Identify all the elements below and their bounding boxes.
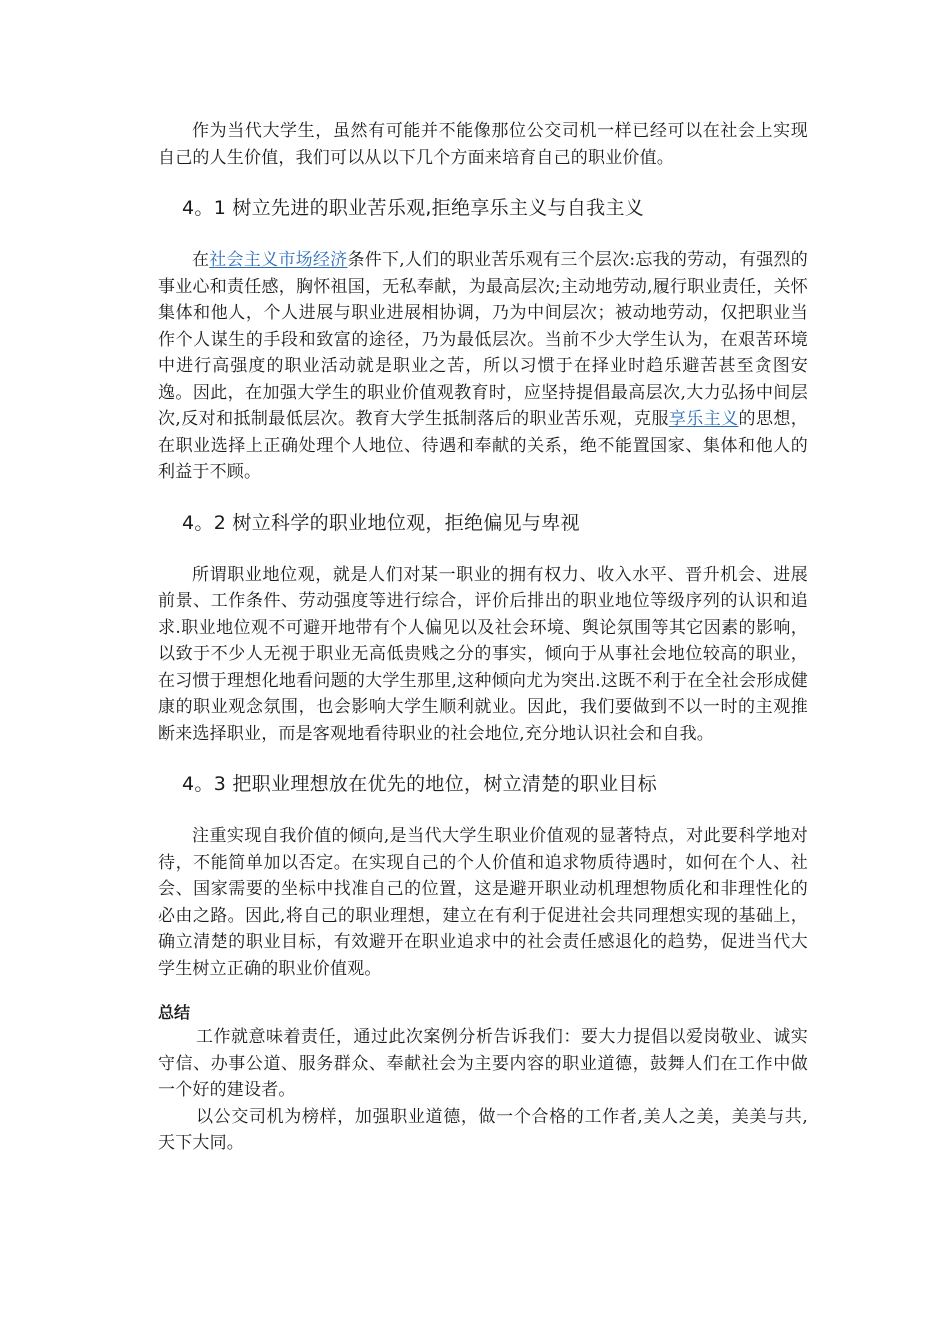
text-segment: 的思想，在职业选择上正确处理个人地位、待遇和奉献的关系，绝不能置国家、集体和他人的利益于不顾。 (158, 409, 808, 482)
text-segment: 条件下,人们的职业苦乐观有三个层次:忘我的劳动，有强烈的事业心和责任感，胸怀祖国，无私奉献，为最高层次;主动地劳动,履行职业责任，关怀集体和他人，个人进展与职业进展相协调，乃为中间层次；被动地劳动，仅把职业当作个人谋生的手段和致富的途径，乃为最低层次。当前不少大学生认为，在艰苦环境中进行高强度的职业活动就是职业之苦，所以习惯于在择业时趋乐避苦甚至贪图安逸。因此，在加强大学生的职业价值观教育时，应坚持提倡最高层次,大力弘扬中间层次,反对和抵制最低层次。教育大学生抵制落后的职业苦乐观，克服 (158, 250, 809, 429)
intro-paragraph: 作为当代大学生，虽然有可能并不能像那位公交司机一样已经可以在社会上实现自己的人生价值，我们可以从以下几个方面来培育自己的职业价值。 (158, 121, 808, 168)
section-heading-4-1: 4。1 树立先进的职业苦乐观,拒绝享乐主义与自我主义 (182, 197, 645, 219)
section-4-3-paragraph: 注重实现自我价值的倾向,是当代大学生职业价值观的显著特点，对此要科学地对待，不能简单加以否定。在实现自己的个人价值和追求物质待遇时，如何在个人、社会、国家需要的坐标中找准自己的位置，这是避开职业动机理想物质化和非理性化的必由之路。因此,将自己的职业理想，建立在有利于促进社会共同理想实现的基础上，确立清楚的职业目标，有效避开在职业追求中的社会责任感退化的趋势，促进当代大学生树立正确的职业价值观。 (158, 826, 808, 979)
link-hedonism[interactable]: 享乐主义 (668, 409, 739, 429)
summary-title: 总结 (158, 1003, 191, 1022)
section-4-2-paragraph: 所谓职业地位观，就是人们对某一职业的拥有权力、收入水平、晋升机会、进展前景、工作条件、劳动强度等进行综合，评价后排出的职业地位等级序列的认识和追求.职业地位观不可避开地带有个人偏见以及社会环境、舆论氛围等其它因素的影响，以致于不少人无视于职业无高低贵贱之分的事实，倾向于从事社会地位较高的职业，在习惯于理想化地看问题的大学生那里,这种倾向尤为突出.这既不利于在全社会形成健康的职业观念氛围，也会影响大学生顺利就业。因此，我们要做到不以一时的主观推断来选择职业，而是客观地看待职业的社会地位,充分地认识社会和自我。 (158, 564, 808, 744)
link-socialist-market-economy[interactable]: 社会主义市场经济 (209, 250, 348, 270)
summary-paragraph-2: 以公交司机为榜样，加强职业道德，做一个合格的工作者,美人之美，美美与共,天下大同。 (158, 1106, 808, 1153)
text-segment: 在 (192, 250, 210, 270)
summary-paragraph-1: 工作就意味着责任，通过此次案例分析告诉我们：要大力提倡以爱岗敬业、诚实守信、办事公道、服务群众、奉献社会为主要内容的职业道德，鼓舞人们在工作中做一个好的建设者。 (158, 1027, 808, 1100)
section-heading-4-2: 4。2 树立科学的职业地位观，拒绝偏见与卑视 (182, 511, 580, 534)
section-heading-4-3: 4。3 把职业理想放在优先的地位，树立清楚的职业目标 (182, 773, 658, 795)
document-body (158, 118, 808, 1157)
section-4-1-paragraph (158, 247, 808, 486)
